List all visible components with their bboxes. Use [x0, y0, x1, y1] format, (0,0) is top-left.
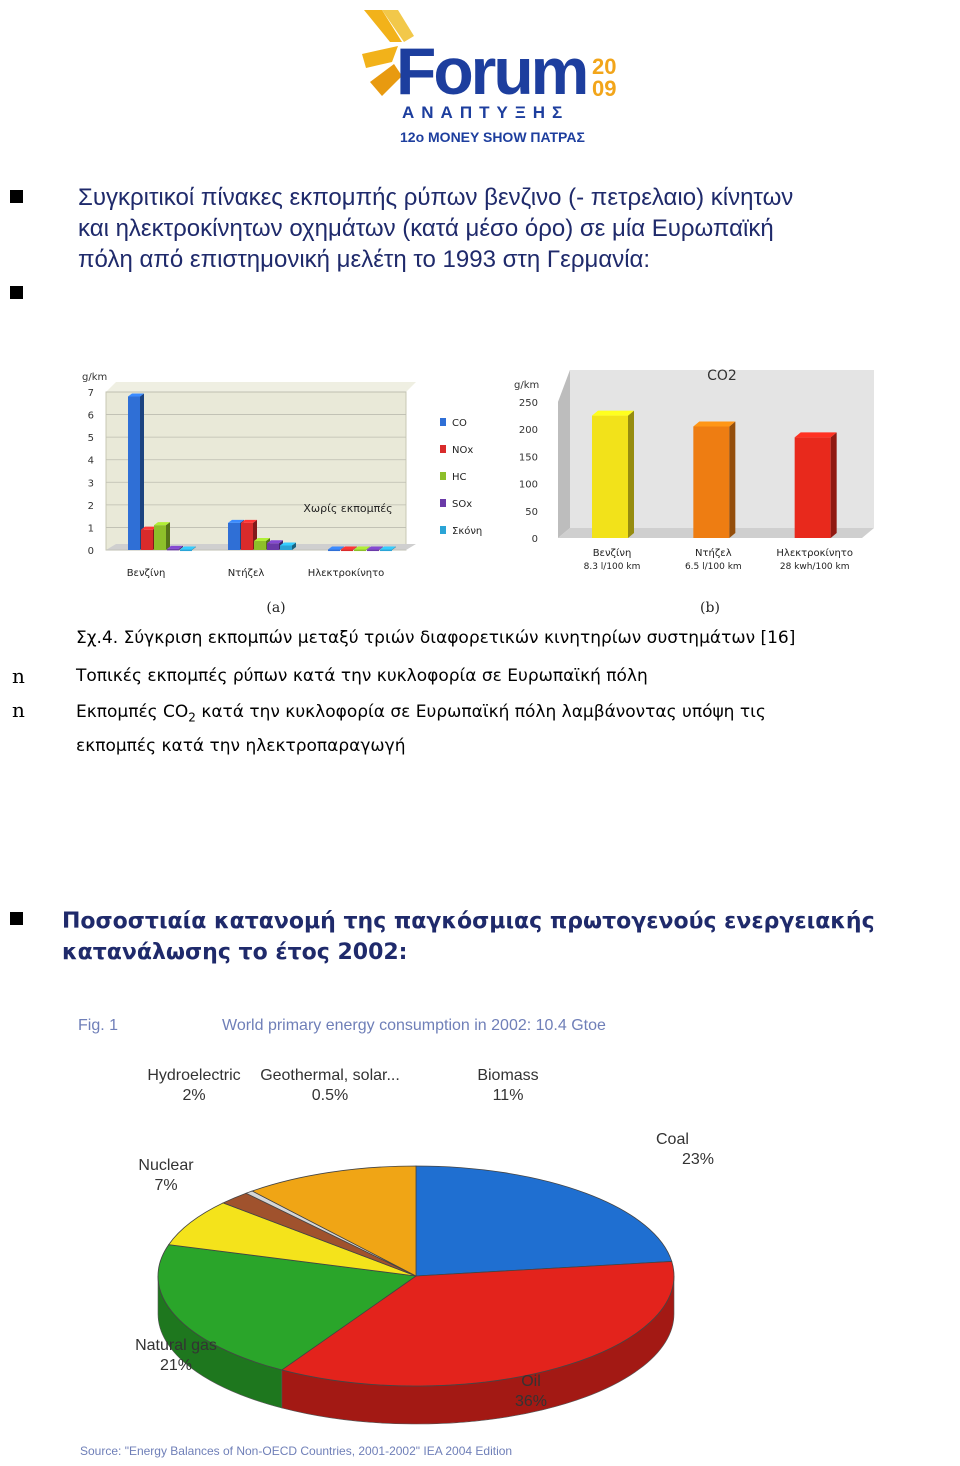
bullet-text: Εκπομπές CO: [76, 702, 189, 722]
bar: [254, 541, 266, 550]
heading-line: Ποσοστιαία κατανομή της παγκόσμιας πρωτογενούς ενεργειακής: [62, 909, 875, 934]
y-tick-label: 3: [87, 478, 94, 490]
slice-value-label: 21%: [159, 1357, 193, 1374]
slice-value-label: 11%: [492, 1087, 524, 1104]
square-bullet-icon: [10, 912, 23, 925]
chart-title: CO2: [707, 368, 737, 384]
bar: [241, 523, 253, 550]
energy-pie-chart: [66, 1004, 726, 1464]
x-tick-label: Ηλεκτροκίνητο: [307, 568, 385, 579]
slice-value-label: 36%: [514, 1393, 548, 1410]
chart-title: World primary energy consumption in 2002: 10.4 Gtoe: [222, 1017, 606, 1034]
bar: [280, 545, 292, 550]
logo-year-bottom: 09: [592, 76, 617, 101]
y-tick-label: 1: [87, 523, 94, 535]
plot-left-wall: [558, 370, 570, 538]
bar-top: [693, 421, 735, 426]
square-bullet-icon: [10, 190, 23, 203]
x-tick-label: Βενζίνη: [126, 568, 166, 579]
logo-word: Forum: [396, 34, 587, 108]
bar-top: [592, 411, 634, 416]
bar: [141, 530, 153, 550]
square-bullet-icon: [10, 286, 23, 299]
legend-label: HC: [452, 472, 467, 483]
y-tick-label: 0: [531, 534, 538, 545]
slice-value-label: 0.5%: [311, 1087, 349, 1104]
legend-swatch: [440, 472, 446, 480]
annotation: Χωρίς εκπομπές: [303, 502, 393, 515]
emissions-bar-chart: [66, 362, 506, 622]
y-tick-label: 0: [87, 546, 94, 557]
legend-label: NOx: [452, 445, 474, 456]
panel-label: (a): [266, 600, 286, 616]
subscript-2: 2: [188, 710, 196, 725]
y-tick-label: 4: [87, 455, 94, 467]
x-tick-label: Ντήζελ: [227, 568, 265, 579]
co2-bar-chart: [502, 362, 892, 622]
heading-line: Συγκριτικοί πίνακες εκπομπής ρύπων βενζινο (- πετρελαιο) κίνητων: [78, 184, 794, 211]
heading-vehicle-emissions: [78, 182, 948, 275]
y-tick-label: 5: [87, 433, 94, 445]
heading-line: κατανάλωσης το έτος 2002:: [62, 940, 408, 965]
slice-value-label: 2%: [182, 1087, 206, 1104]
bar: [228, 523, 240, 550]
bar-side: [831, 432, 837, 538]
x-tick-sublabel: 6.5 l/100 km: [684, 562, 742, 572]
logo-year-top: 20: [592, 54, 617, 79]
slice-value-label: 23%: [682, 1151, 715, 1168]
y-tick-label: 50: [525, 506, 538, 518]
pie-slice: [416, 1166, 672, 1276]
bar: [380, 550, 392, 552]
slice-name-label: Oil: [521, 1373, 541, 1390]
bar: [354, 550, 366, 552]
legend-swatch: [440, 445, 446, 453]
figure-caption: Σχ.4. Σύγκριση εκπομπών μεταξύ τριών διαφορετικών κινητηρίων συστημάτων [16]: [76, 628, 796, 648]
slice-name-label: Nuclear: [138, 1157, 194, 1174]
y-axis-label: g/km: [82, 372, 108, 383]
legend-label: CO: [452, 418, 467, 429]
slice-name-label: Geothermal, solar...: [260, 1067, 400, 1084]
legend-swatch: [440, 418, 446, 426]
slice-name-label: Hydroelectric: [147, 1067, 241, 1084]
fig-label: Fig. 1: [78, 1017, 119, 1034]
bar-side: [729, 421, 735, 538]
bar: [367, 550, 379, 552]
bar: [795, 437, 831, 538]
bar: [180, 550, 192, 552]
bullet-co2-emissions: [76, 698, 936, 761]
y-tick-label: 150: [518, 452, 538, 464]
bullet-glyph: n: [12, 664, 25, 688]
bullet-text: κατά την κυκλοφορία σε Ευρωπαϊκή πόλη λαμβάνοντας υπόψη τις: [195, 702, 766, 722]
y-tick-label: 6: [87, 410, 94, 422]
bar: [592, 416, 628, 538]
bar-side: [628, 411, 634, 538]
slice-name-label: Biomass: [477, 1067, 539, 1084]
bullet-local-emissions: Τοπικές εκπομπές ρύπων κατά την κυκλοφορία σε Ευρωπαϊκή πόλη: [76, 666, 648, 686]
heading-energy-consumption: [62, 906, 942, 968]
heading-line: και ηλεκτροκίνητων οχημάτων (κατά μέσο όρο) σε μία Ευρωπαϊκή: [78, 215, 774, 242]
y-axis-label: g/km: [514, 380, 540, 391]
y-tick-label: 2: [87, 500, 94, 512]
bar: [167, 549, 179, 551]
slice-name-label: Natural gas: [135, 1337, 217, 1354]
bar: [341, 550, 353, 552]
x-tick-label: Ηλεκτροκίνητο: [776, 548, 853, 559]
bar: [267, 543, 279, 550]
bar-top: [795, 432, 837, 437]
plot-top: [106, 382, 416, 392]
y-tick-label: 100: [518, 479, 538, 491]
bar: [328, 550, 340, 552]
y-tick-label: 200: [518, 425, 538, 437]
bar: [128, 397, 140, 550]
legend-label: SOx: [452, 499, 473, 510]
bar: [154, 525, 166, 550]
y-tick-label: 7: [87, 388, 94, 399]
panel-label: (b): [700, 600, 720, 616]
legend-label: Σκόνη: [452, 526, 483, 537]
source-note: Source: "Energy Balances of Non-OECD Countries, 2001-2002" IEA 2004 Edition: [80, 1444, 513, 1458]
x-tick-label: Βενζίνη: [592, 548, 632, 559]
y-tick-label: 250: [518, 398, 538, 409]
bar-side: [166, 522, 170, 550]
legend-swatch: [440, 499, 446, 507]
forum-logo: [352, 2, 632, 147]
bar: [693, 426, 729, 538]
bar-side: [140, 394, 144, 550]
bullet-text: εκπομπές κατά την ηλεκτροπαραγωγή: [76, 736, 406, 757]
x-tick-sublabel: 8.3 l/100 km: [583, 562, 641, 572]
x-tick-label: Ντήζελ: [695, 548, 732, 559]
slice-value-label: 7%: [154, 1177, 178, 1194]
bullet-glyph: n: [12, 698, 25, 722]
x-tick-sublabel: 28 kwh/100 km: [779, 562, 850, 572]
logo-subtitle: ΑΝΑΠΤΥΞΗΣ: [402, 103, 570, 122]
heading-line: πόλη από επιστημονική μελέτη το 1993 στη Γερμανία:: [78, 246, 651, 273]
logo-show: 12ο MONEY SHOW ΠΑΤΡΑΣ: [400, 129, 585, 145]
legend-swatch: [440, 526, 446, 534]
slice-name-label: Coal: [656, 1131, 689, 1148]
